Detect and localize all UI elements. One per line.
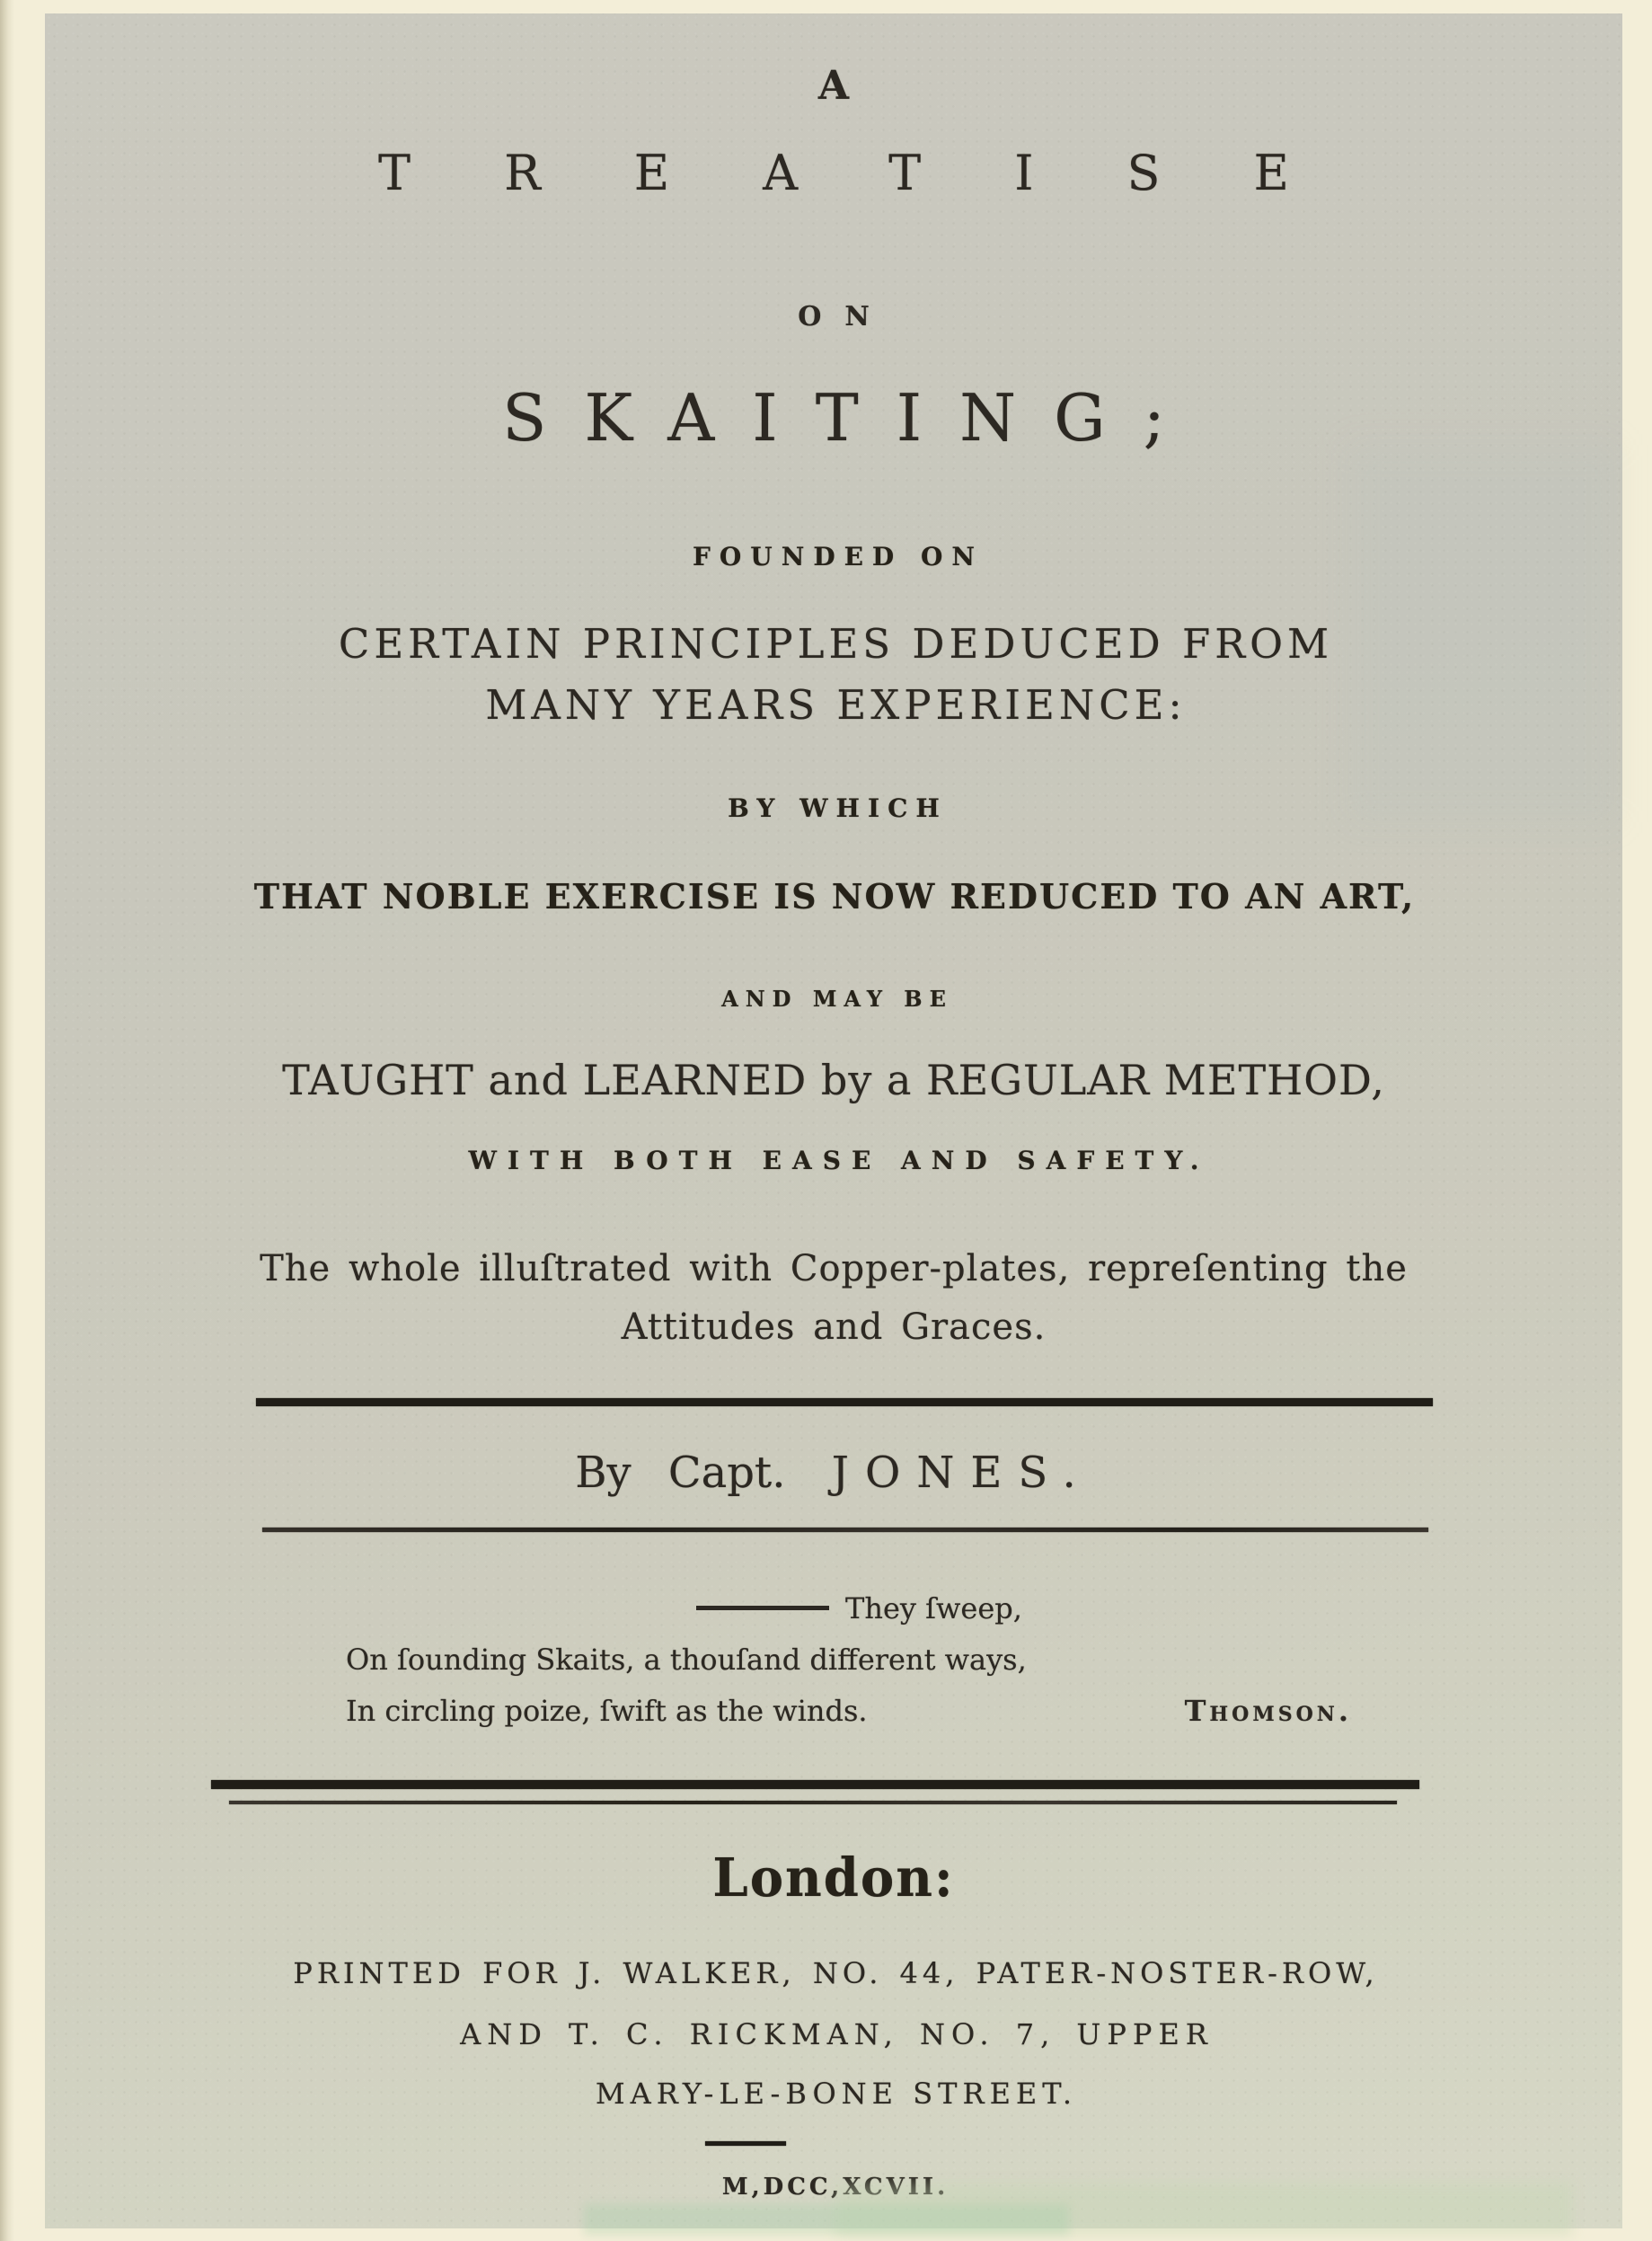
title-article: A (817, 63, 850, 109)
imprint-publisher-line1: PRINTED FOR J. WALKER, NO. 44, PATER-NOSTER-ROW, (293, 1956, 1379, 1990)
title-main-word: TREATISE (378, 145, 1383, 201)
epigraph-attribution: Thomson. (1184, 1694, 1352, 1728)
epigraph-line1 (346, 1591, 1352, 1643)
imprint-city: London: (712, 1847, 955, 1909)
subtitle-illustrated-line1: The whole illuſtrated with Copper-plates, repreſenting the (260, 1248, 1408, 1289)
imprint-date: M,DCC,XCVII. (721, 2174, 950, 2201)
imprint-publisher-line2: AND T. C. RICKMAN, NO. 7, UPPER (460, 2017, 1214, 2051)
epigraph-line1-text: They ſweep, (845, 1591, 1022, 1625)
subtitle-ease-and-safety: WITH BOTH EASE AND SAFETY. (468, 1146, 1210, 1175)
title-subject: SKAITING; (502, 380, 1203, 456)
byline-prefix: By Capt. (575, 1448, 786, 1498)
subtitle-founded-on: FOUNDED ON (693, 542, 984, 571)
page-gutter-shadow (0, 0, 14, 2241)
subtitle-principles-line1: CERTAIN PRINCIPLES DEDUCED FROM (338, 620, 1334, 668)
byline (45, 1448, 1622, 1498)
imprint-publisher-line3: MARY-LE-BONE STREET. (595, 2077, 1078, 2111)
subtitle-noble-exercise: THAT NOBLE EXERCISE IS NOW REDUCED TO AN ART, (253, 876, 1416, 917)
subtitle-and-may-be: AND MAY BE (721, 986, 953, 1012)
double-rule-thin (229, 1801, 1397, 1804)
epigraph-line3 (346, 1694, 1352, 1745)
title-preposition: ON (798, 301, 893, 332)
subtitle-taught-learned: TAUGHT and LEARNED by a REGULAR METHOD, (282, 1056, 1385, 1104)
double-rule-thick (211, 1780, 1419, 1789)
epigraph-dash (696, 1606, 829, 1610)
epigraph-line2: On ſounding Skaits, a thouſand different ways, (346, 1643, 1027, 1677)
subtitle-principles (45, 614, 1622, 736)
epigraph-line3-text: In circling poize, ſwift as the winds. (346, 1694, 868, 1728)
thin-rule-below-byline (262, 1528, 1428, 1532)
title-page (45, 13, 1622, 2228)
subtitle-illustrated-line2: Attitudes and Graces. (621, 1307, 1047, 1348)
subtitle-illustrated (45, 1240, 1622, 1357)
subtitle-by-which: BY WHICH (728, 793, 948, 823)
author-name: JONES. (831, 1448, 1092, 1498)
subtitle-principles-line2: MANY YEARS EXPERIENCE: (485, 681, 1187, 729)
thick-rule-above-byline (256, 1398, 1433, 1406)
short-rule-above-date (705, 2141, 786, 2146)
epigraph (346, 1591, 1352, 1745)
